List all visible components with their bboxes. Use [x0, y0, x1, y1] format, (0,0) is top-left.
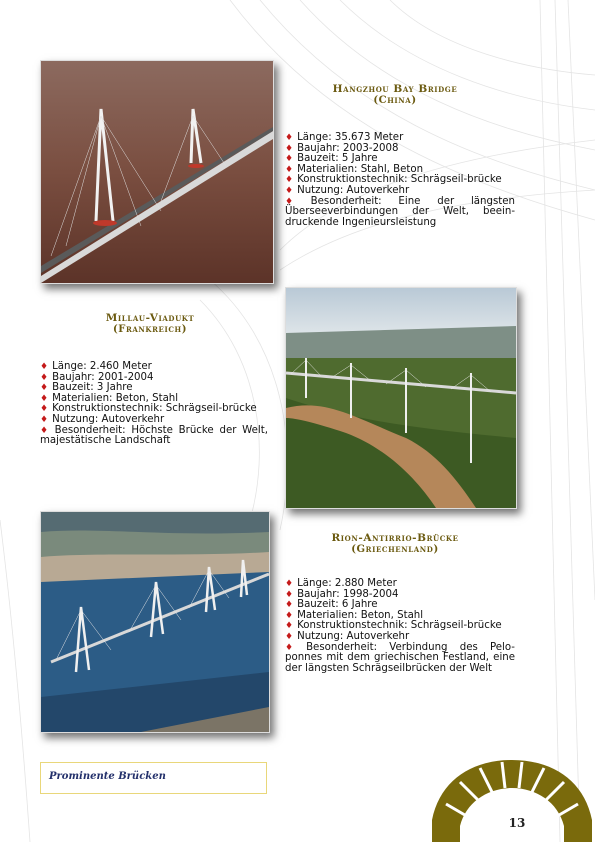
diamond-icon: ♦ [285, 143, 294, 154]
fact-item: ♦ Besonderheit: Höchste Brücke der Welt, majestätische Landschaft [40, 424, 268, 447]
diamond-icon: ♦ [285, 175, 294, 186]
diamond-icon: ♦ [40, 414, 49, 425]
bridge-title-rion-antirrio [300, 532, 490, 556]
diamond-icon: ♦ [40, 425, 51, 436]
facts-list-millau [40, 362, 268, 447]
bridge-name: Hangzhou Bay Bridge [332, 83, 458, 95]
diamond-icon: ♦ [285, 600, 294, 611]
diamond-icon: ♦ [40, 393, 49, 404]
diamond-icon: ♦ [40, 383, 49, 394]
footer-caption: Prominente Brücken [49, 771, 166, 782]
fact-item: ♦ Länge: 35.673 Meter [285, 132, 404, 143]
bridge-country: (Griechenland) [351, 544, 439, 555]
fact-item: ♦ Materialien: Stahl, Beton [285, 163, 424, 175]
diamond-icon: ♦ [285, 610, 294, 621]
footer-caption-box [40, 762, 267, 794]
fact-item: ♦ Länge: 2.880 Meter [285, 578, 397, 589]
diamond-icon: ♦ [285, 589, 294, 600]
bridge-title-millau [55, 312, 245, 336]
diamond-icon: ♦ [40, 362, 49, 372]
diamond-icon: ♦ [285, 579, 294, 589]
fact-item: ♦ Bauzeit: 5 Jahre [285, 153, 378, 165]
fact-item: ♦ Baujahr: 1998-2004 [285, 588, 399, 600]
diamond-icon: ♦ [285, 133, 294, 143]
fact-item: ♦ Länge: 2.460 Meter [40, 361, 152, 372]
facts-list-rion-antirrio [285, 579, 515, 674]
diamond-icon: ♦ [285, 154, 294, 165]
bridge-country: (Frankreich) [112, 324, 188, 335]
bridge-name: Millau-Viadukt [105, 312, 195, 324]
fact-item: ♦ Materialien: Beton, Stahl [285, 609, 424, 621]
bridge-name: Rion-Antirrio-Brücke [331, 532, 459, 544]
fact-item: ♦ Besonderheit: Eine der längsten Überseeverbindungen der Welt, beein-druckende Ingenieursleistung [285, 195, 515, 228]
fact-item: ♦ Baujahr: 2001-2004 [40, 371, 154, 383]
diamond-icon: ♦ [285, 642, 303, 653]
fact-item: ♦ Konstruktionstechnik: Schrägseil-brücke [285, 174, 502, 186]
fact-item: ♦ Materialien: Beton, Stahl [40, 392, 179, 404]
diamond-icon: ♦ [285, 196, 307, 207]
diamond-icon: ♦ [285, 185, 294, 196]
millau-viaduct-photo [285, 287, 517, 509]
fact-item: ♦ Konstruktionstechnik: Schrägseil-brücke [40, 403, 257, 415]
facts-list-hangzhou [285, 133, 515, 228]
diamond-icon: ♦ [40, 372, 49, 383]
bridge-title-hangzhou [300, 83, 490, 107]
fact-item: ♦ Konstruktionstechnik: Schrägseil-brücke [285, 620, 502, 632]
rion-antirrio-photo [40, 511, 270, 733]
diamond-icon: ♦ [40, 404, 49, 415]
fact-item: ♦ Baujahr: 2003-2008 [285, 142, 399, 154]
fact-item: ♦ Besonderheit: Verbindung des Pelo-ponnes mit dem griechischen Festland, eine der längsten Schrägseilbrücken der Welt [285, 641, 515, 674]
diamond-icon: ♦ [285, 621, 294, 632]
bridge-country: (China) [373, 95, 417, 106]
fact-item: ♦ Nutzung: Autoverkehr [40, 413, 165, 425]
fact-item: ♦ Nutzung: Autoverkehr [285, 630, 410, 642]
fact-item: ♦ Nutzung: Autoverkehr [285, 184, 410, 196]
diamond-icon: ♦ [285, 631, 294, 642]
fact-item: ♦ Bauzeit: 3 Jahre [40, 382, 133, 394]
page-number: 13 [508, 816, 526, 830]
hangzhou-bridge-photo [40, 60, 274, 284]
diamond-icon: ♦ [285, 164, 294, 175]
fact-item: ♦ Bauzeit: 6 Jahre [285, 599, 378, 611]
